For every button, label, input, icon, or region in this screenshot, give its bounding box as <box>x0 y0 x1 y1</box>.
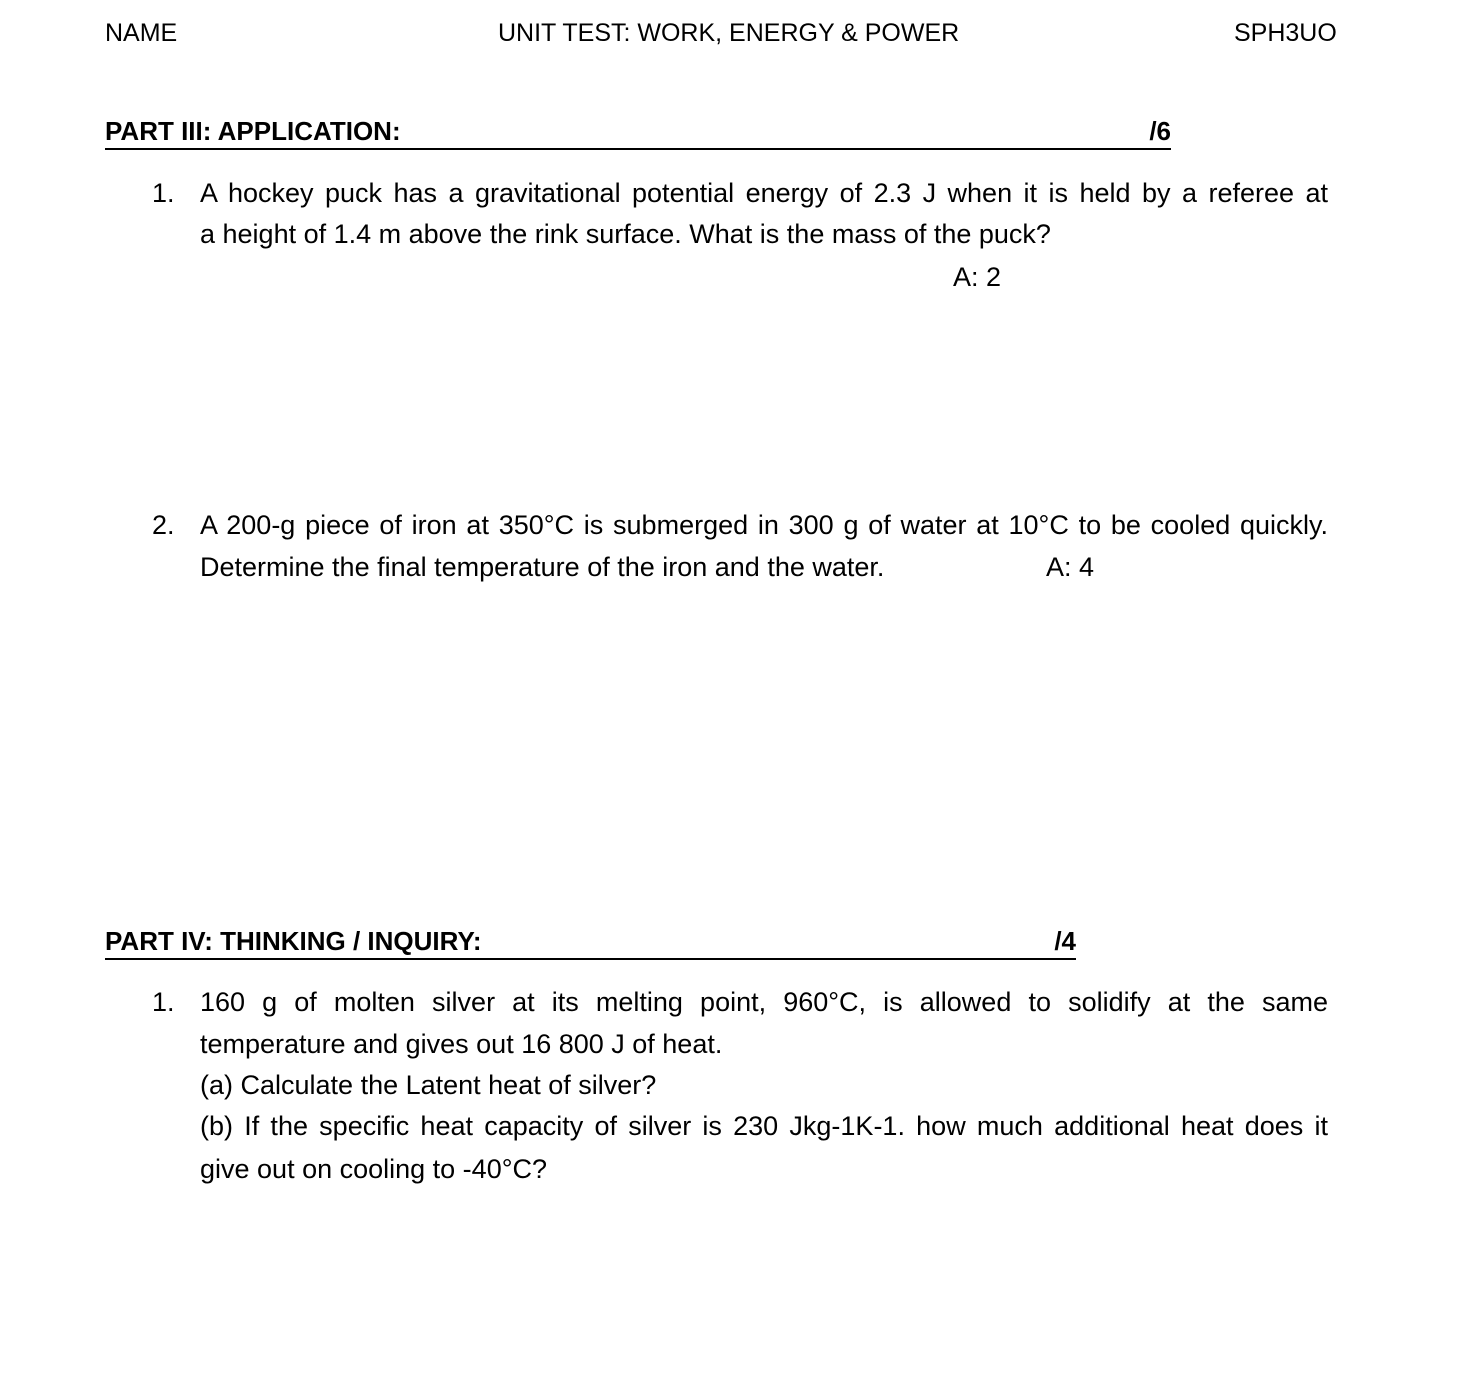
part3-q1-answer: A: 2 <box>953 262 1002 292</box>
part3-q1-number: 1. <box>152 178 175 208</box>
part4-q1-part-b-cont: give out on cooling to -40°C? <box>200 1154 548 1184</box>
course-code: SPH3UO <box>1234 19 1337 47</box>
part3-q2-line1: A 200-g piece of iron at 350°C is submerged in 300 g of water at 10°C to be cooled quickly. <box>200 510 1328 540</box>
part3-q2-number: 2. <box>152 510 175 540</box>
part3-q1-line1: A hockey puck has a gravitational potential energy of 2.3 J when it is held by a referee at <box>200 178 1328 208</box>
part3-q2-answer: A: 4 <box>1046 552 1095 582</box>
part4-heading <box>105 924 1076 960</box>
part3-q2-line2: Determine the final temperature of the iron and the water. <box>200 552 885 582</box>
test-title: UNIT TEST: WORK, ENERGY & POWER <box>498 19 960 47</box>
part4-q1-line1: 160 g of molten silver at its melting point, 960°C, is allowed to solidify at the same <box>200 987 1328 1017</box>
part4-score: /4 <box>1054 926 1076 956</box>
part3-score: /6 <box>1149 116 1171 146</box>
part3-q1-line2: a height of 1.4 m above the rink surface. What is the mass of the puck? <box>200 219 1051 249</box>
part4-title: PART IV: THINKING / INQUIRY: <box>105 926 482 956</box>
part4-q1-part-a: (a) Calculate the Latent heat of silver? <box>200 1070 657 1100</box>
part3-heading <box>105 114 1171 150</box>
part4-q1-line2: temperature and gives out 16 800 J of heat. <box>200 1029 723 1059</box>
part4-q1-part-b: (b) If the specific heat capacity of silver is 230 Jkg-1K-1. how much additional heat does it <box>200 1111 1328 1141</box>
part3-title: PART III: APPLICATION: <box>105 116 401 146</box>
part4-q1-number: 1. <box>152 987 175 1017</box>
name-label: NAME <box>105 19 178 47</box>
